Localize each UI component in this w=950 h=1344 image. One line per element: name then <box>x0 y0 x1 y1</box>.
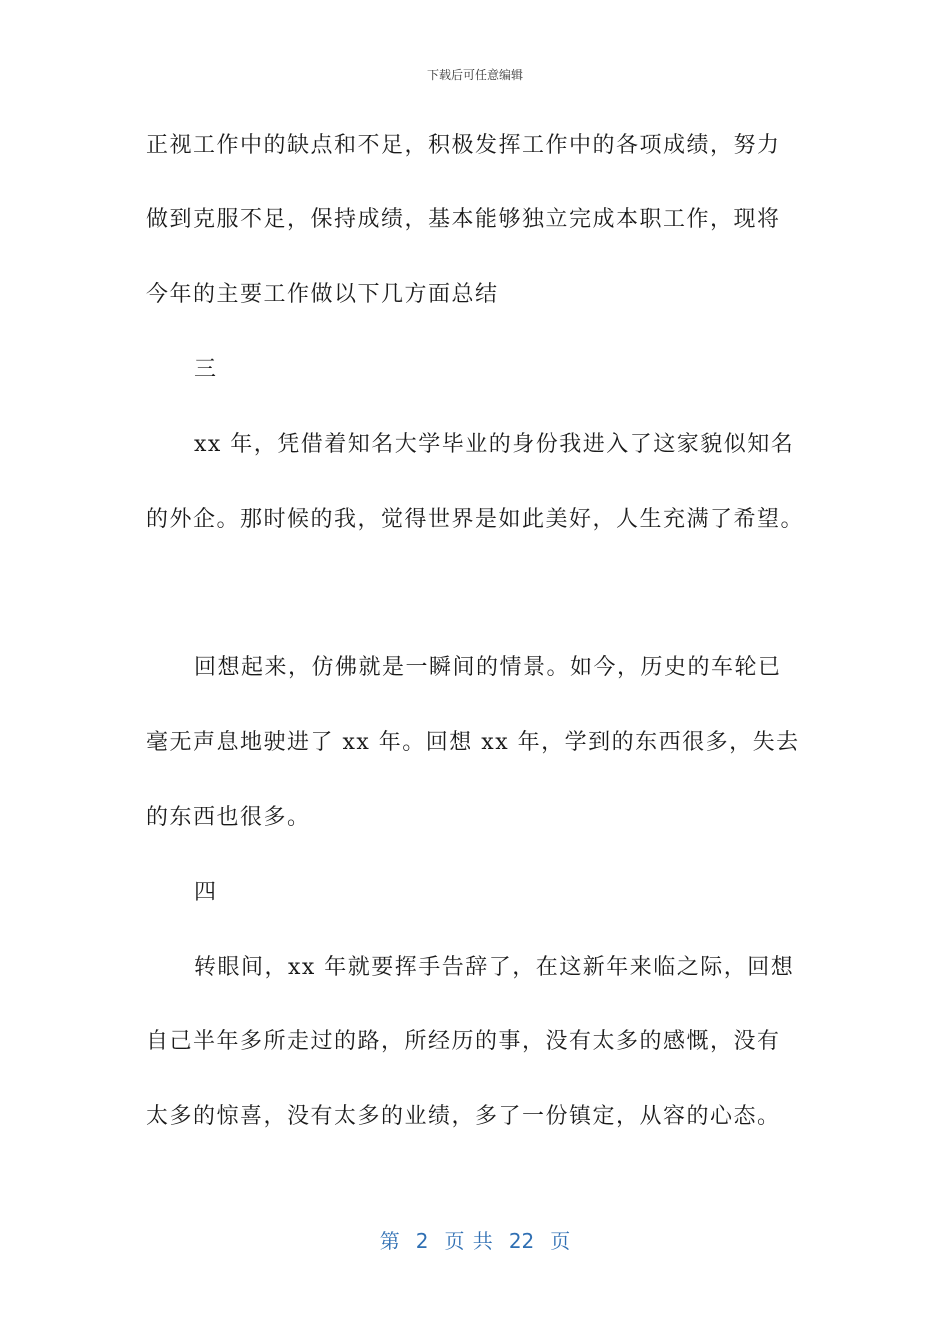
body-line-2: 做到克服不足，保持成绩，基本能够独立完成本职工作，现将 <box>146 207 781 232</box>
section-heading-three: 三 <box>194 357 218 382</box>
body-line-11: 转眼间，xx 年就要挥手告辞了，在这新年来临之际，回想 <box>194 955 795 980</box>
footer-middle: 页 共 <box>444 1229 493 1253</box>
body-line-1: 正视工作中的缺点和不足，积极发挥工作中的各项成绩，努力 <box>146 133 781 158</box>
footer-total-pages: 22 <box>508 1229 535 1253</box>
body-line-9: 的东西也很多。 <box>146 805 311 830</box>
body-line-5: xx 年，凭借着知名大学毕业的身份我进入了这家貌似知名 <box>194 432 795 457</box>
page-header: 下载后可任意编辑 <box>426 68 523 82</box>
page-footer <box>0 1225 950 1254</box>
footer-suffix: 页 <box>550 1229 571 1253</box>
body-line-13: 太多的惊喜，没有太多的业绩，多了一份镇定，从容的心态。 <box>146 1104 781 1129</box>
body-line-8: 毫无声息地驶进了 xx 年。回想 xx 年，学到的东西很多，失去 <box>146 730 800 755</box>
footer-page-number: 2 <box>415 1229 429 1253</box>
body-line-3: 今年的主要工作做以下几方面总结 <box>146 282 499 307</box>
body-line-6: 的外企。那时候的我，觉得世界是如此美好，人生充满了希望。 <box>146 507 805 532</box>
body-line-7: 回想起来，仿佛就是一瞬间的情景。如今，历史的车轮已 <box>194 655 782 680</box>
section-heading-four: 四 <box>194 880 218 905</box>
footer-prefix: 第 <box>379 1229 400 1253</box>
body-line-12: 自己半年多所走过的路，所经历的事，没有太多的感慨，没有 <box>146 1029 781 1054</box>
